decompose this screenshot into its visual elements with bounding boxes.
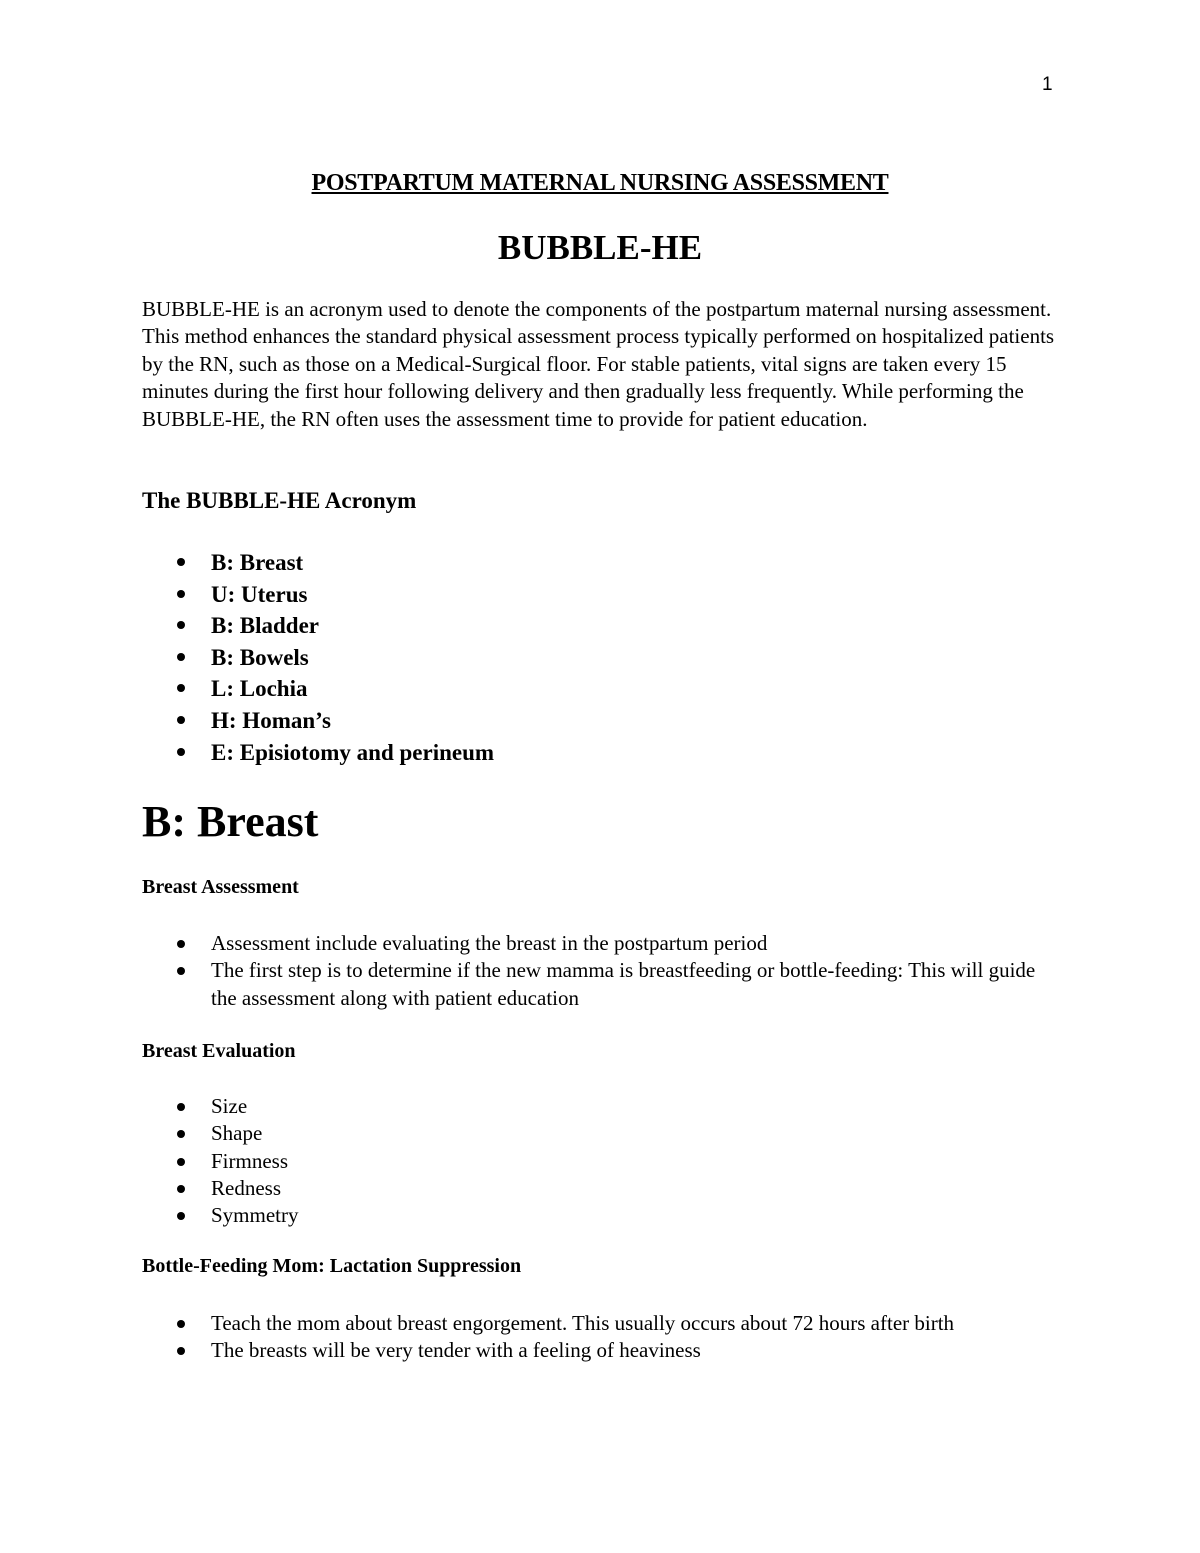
list-item — [142, 1202, 1060, 1229]
list-item-text: H: Homan’s — [211, 707, 331, 733]
document-title: POSTPARTUM MATERNAL NURSING ASSESSMENT — [311, 170, 889, 196]
list-item-text: The breasts will be very tender with a feeling of heaviness — [211, 1338, 701, 1363]
acronym-heading: The BUBBLE-HE Acronym — [142, 488, 417, 513]
bullet-icon — [177, 1158, 185, 1166]
lactation-suppression-heading: Bottle-Feeding Mom: Lactation Suppression — [142, 1255, 522, 1277]
list-item — [142, 642, 1060, 674]
list-item — [142, 673, 1060, 705]
bullet-icon — [177, 716, 185, 724]
list-item — [142, 579, 1060, 611]
list-item — [142, 1120, 1060, 1147]
list-item — [142, 1310, 1060, 1337]
list-item — [142, 547, 1060, 579]
list-item — [142, 705, 1060, 737]
bullet-icon — [177, 1320, 185, 1328]
bullet-icon — [177, 621, 185, 629]
list-item-text: Symmetry — [211, 1203, 299, 1228]
bullet-icon — [177, 1130, 185, 1138]
list-item — [142, 1148, 1060, 1175]
list-item — [142, 610, 1060, 642]
list-item-text: Size — [211, 1094, 248, 1118]
bullet-icon — [177, 653, 185, 661]
list-item-text: Firmness — [211, 1148, 289, 1173]
bullet-icon — [177, 590, 185, 598]
list-item — [142, 957, 1060, 1012]
list-item — [142, 930, 1060, 957]
page-number: 1 — [1042, 74, 1053, 95]
list-item — [142, 737, 1060, 769]
lactation-suppression-list — [142, 1310, 1060, 1365]
list-item-text: B: Breast — [211, 550, 304, 575]
breast-evaluation-list — [142, 1093, 1060, 1229]
list-item-text: Redness — [211, 1175, 281, 1200]
bullet-icon — [177, 1212, 185, 1220]
bullet-icon — [177, 1185, 185, 1193]
bullet-icon — [177, 1347, 185, 1355]
list-item-text: Shape — [211, 1121, 263, 1146]
bullet-icon — [177, 748, 185, 756]
list-item-text: The first step is to determine if the new mamma is breastfeeding or bottle-feeding: This will guide the assessment along with patient education — [211, 958, 1036, 1010]
breast-assessment-heading: Breast Assessment — [142, 876, 299, 898]
list-item — [142, 1093, 1060, 1120]
bullet-icon — [177, 1103, 185, 1111]
list-item-text: Assessment include evaluating the breast in the postpartum period — [211, 931, 768, 955]
list-item-text: L: Lochia — [211, 676, 308, 702]
breast-assessment-list — [142, 930, 1060, 1012]
bullet-icon — [177, 940, 185, 948]
list-item-text: E: Episiotomy and perineum — [211, 739, 495, 765]
bullet-icon — [177, 684, 185, 692]
list-item — [142, 1337, 1060, 1364]
list-item-text: Teach the mom about breast engorgement. This usually occurs about 72 hours after birth — [211, 1311, 955, 1335]
acronym-list — [142, 547, 1060, 768]
intro-paragraph: BUBBLE-HE is an acronym used to denote the components of the postpartum maternal nursing assessment. This method enhances the standard physical assessment process typically performed on hospitalized patients by the RN, such as those on a Medical-Surgical floor. For stable patients, vital signs are taken every 15 minutes during the first hour following delivery and then gradually less frequently. While performing the BUBBLE-HE, the RN often uses the assessment time to provide for patient education. — [142, 297, 1055, 431]
list-item — [142, 1175, 1060, 1202]
breast-section-heading: B: Breast — [142, 797, 319, 846]
bullet-icon — [177, 967, 185, 975]
bullet-icon — [177, 558, 185, 566]
list-item-text: B: Bowels — [211, 644, 309, 670]
list-item-text: U: Uterus — [211, 581, 308, 607]
list-item-text: B: Bladder — [211, 613, 319, 639]
breast-evaluation-heading: Breast Evaluation — [142, 1040, 296, 1062]
document-subtitle: BUBBLE-HE — [497, 228, 703, 267]
